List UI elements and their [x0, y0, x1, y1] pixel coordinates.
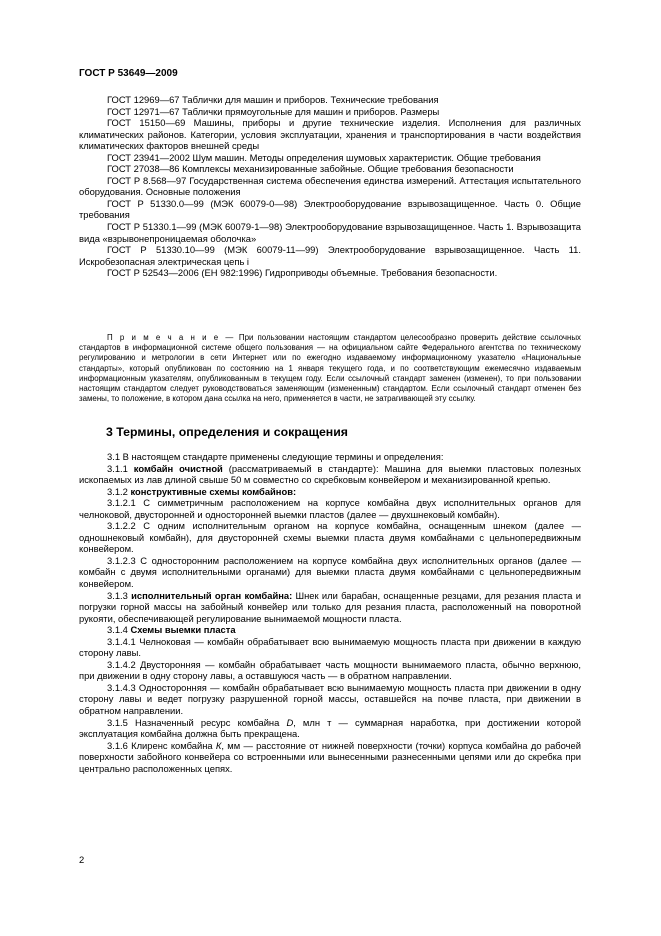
term-text: , мм — расстояние от нижней поверхности (точки) корпуса комбайна до рабочей поверхности забойного конвейера со встроенными или вынесенными разнесенными цепями или до скребка при центрально расположенных цепях. [79, 739, 581, 774]
term-definition: (рассматриваемый в стандарте): Машина для выемки пластовых полезных ископаемых из лав длиной свыше 50 м совместно со скребковым конвейером и механизированной крепью. [79, 462, 581, 486]
term-paragraph: 3.1.4.2 Двусторонняя — комбайн обрабатывает часть мощности вынимаемого пласта, обычно верхнюю, при движении в одну сторону лавы, а оставшуюся часть — в обратном направлении. [79, 658, 581, 682]
note-text: При пользовании настоящим стандартом целесообразно проверить действие ссылочных стандартов в информационной системе общего пользования — на официальном сайте Федерального агентства по техническому регулированию и метрологии в сети Интернет или по ежегодно издаваемому информационному указателю «Национальные стандарты», который опубликован по состоянию на 1 января текущего года, и по соответствующим ежемесячно издаваемым информационным указателям, опубликованным в текущем году. Если ссылочный стандарт заменен (изменен), то при пользовании настоящим стандартом следует руководствоваться заменяющим (измененным) стандартом. Если ссылочный стандарт отменен без замены, то положение, в котором дана ссылка на него, применяется в части, не затрагивающей эту ссылку. [79, 333, 581, 404]
term-name: Схемы выемки пласта [130, 624, 236, 636]
term-paragraph [79, 486, 581, 498]
term-paragraph: 3.1.4.1 Челноковая — комбайн обрабатывает всю вынимаемую мощность пласта при движении в каждую сторону лавы. [79, 635, 581, 659]
term-paragraph [79, 590, 581, 625]
term-number: 3.1.3 [107, 589, 132, 601]
reference-item: ГОСТ 12971—67 Таблички прямоугольные для машин и приборов. Размеры [107, 105, 440, 117]
page-number: 2 [79, 854, 85, 865]
term-paragraph [79, 463, 581, 486]
normative-references [79, 94, 581, 279]
term-paragraph: 3.1.2.3 С односторонним расположением на корпусе комбайна двух исполнительных органов (далее — комбайн с двумя исполнительными органами) для выемки пласта двумя комбайнами с цельнопередвижным конвейером. [79, 554, 581, 590]
term-variable: D [286, 716, 294, 728]
note-paragraph [79, 333, 581, 404]
term-paragraph [79, 624, 581, 636]
term-paragraph: 3.1.2.1 С симметричным расположением на корпусе комбайна двух исполнительных органов для челноковой, двусторонней и односторонней выемки пластов (далее — двухшнековый комбайн). [79, 497, 581, 520]
reference-item: ГОСТ Р 51330.1—99 (МЭК 60079-1—98) Электрооборудование взрывозащищенное. Часть 1. Взрывозащита вида «взрывонепроницаемая оболочка» [79, 221, 581, 244]
term-variable: К [215, 739, 222, 751]
term-text: 3.1.6 Клиренс комбайна [107, 739, 216, 751]
term-text: 3.1.5 Назначенный ресурс комбайна [107, 716, 287, 728]
reference-item: ГОСТ 23941—2002 Шум машин. Методы определения шумовых характеристик. Общие требования [107, 151, 541, 163]
reference-item: ГОСТ 12969—67 Таблички для машин и приборов. Технические требования [107, 94, 439, 105]
term-name: конструктивные схемы комбайнов: [130, 485, 297, 497]
term-name: исполнительный орган комбайна: [131, 589, 293, 601]
term-number: 3.1.1 [107, 462, 134, 474]
reference-item: ГОСТ Р 51330.10—99 (МЭК 60079-11—99) Электрооборудование взрывозащищенное. Часть 11. Искробезопасная электрическая цепь i [79, 244, 581, 267]
page-header: ГОСТ Р 53649—2009 [79, 68, 178, 79]
term-paragraph [79, 717, 581, 740]
reference-item: ГОСТ Р 51330.0—99 (МЭК 60079-0—98) Электрооборудование взрывозащищенное. Часть 0. Общие требования [79, 197, 581, 221]
term-number: 3.1.2 [107, 485, 131, 497]
term-definition: Шнек или барабан, оснащенные резцами, для резания пласта и погрузки горной массы на забойный конвейер или только для резания пласта, расположенный на поворотной рукояти, обеспечивающей регулирование вынимаемой мощности пласта. [79, 589, 581, 624]
term-paragraph: 3.1.4.3 Односторонняя — комбайн обрабатывает всю вынимаемую мощность пласта при движении в одну сторону лавы и ведет погрузку разрушенной горной массы, оставшейся на почве пласта, при движении в обратном направлении. [79, 681, 581, 717]
reference-item: ГОСТ Р 8.568—97 Государственная система обеспечения единства измерений. Аттестация испытательного оборудования. Основные положения [79, 174, 581, 198]
term-number: 3.1.4 [107, 624, 131, 636]
term-paragraph [79, 740, 581, 775]
reference-item: ГОСТ Р 52543—2006 (ЕН 982:1996) Гидроприводы объемные. Требования безопасности. [107, 267, 498, 279]
reference-item: ГОСТ 27038—86 Комплексы механизированные забойные. Общие требования безопасности [107, 163, 514, 175]
term-paragraph: 3.1 В настоящем стандарте применены следующие термины и определения: [107, 451, 444, 462]
term-paragraph: 3.1.2.2 С одним исполнительным органом на корпусе комбайна, оснащенным шнеком (далее — одношнековый комбайн), для двусторонней схемы выемки пласта двумя комбайнами с цельнопередвижным конвейером. [79, 520, 581, 555]
term-name: комбайн очистной [133, 462, 223, 474]
terms-section [79, 451, 581, 774]
section-title: 3 Термины, определения и сокращения [106, 425, 348, 439]
reference-item: ГОСТ 15150—69 Машины, приборы и другие технические изделия. Исполнения для различных климатических районов. Категории, условия эксплуатации, хранения и транспортирования в части воздействия климатических факторов внешней среды [79, 117, 581, 152]
term-text: , млн т — суммарная наработка, при достижении которой эксплуатация комбайна должна быть прекращена. [79, 716, 581, 740]
note-label: П р и м е ч а н и е — [107, 333, 235, 342]
